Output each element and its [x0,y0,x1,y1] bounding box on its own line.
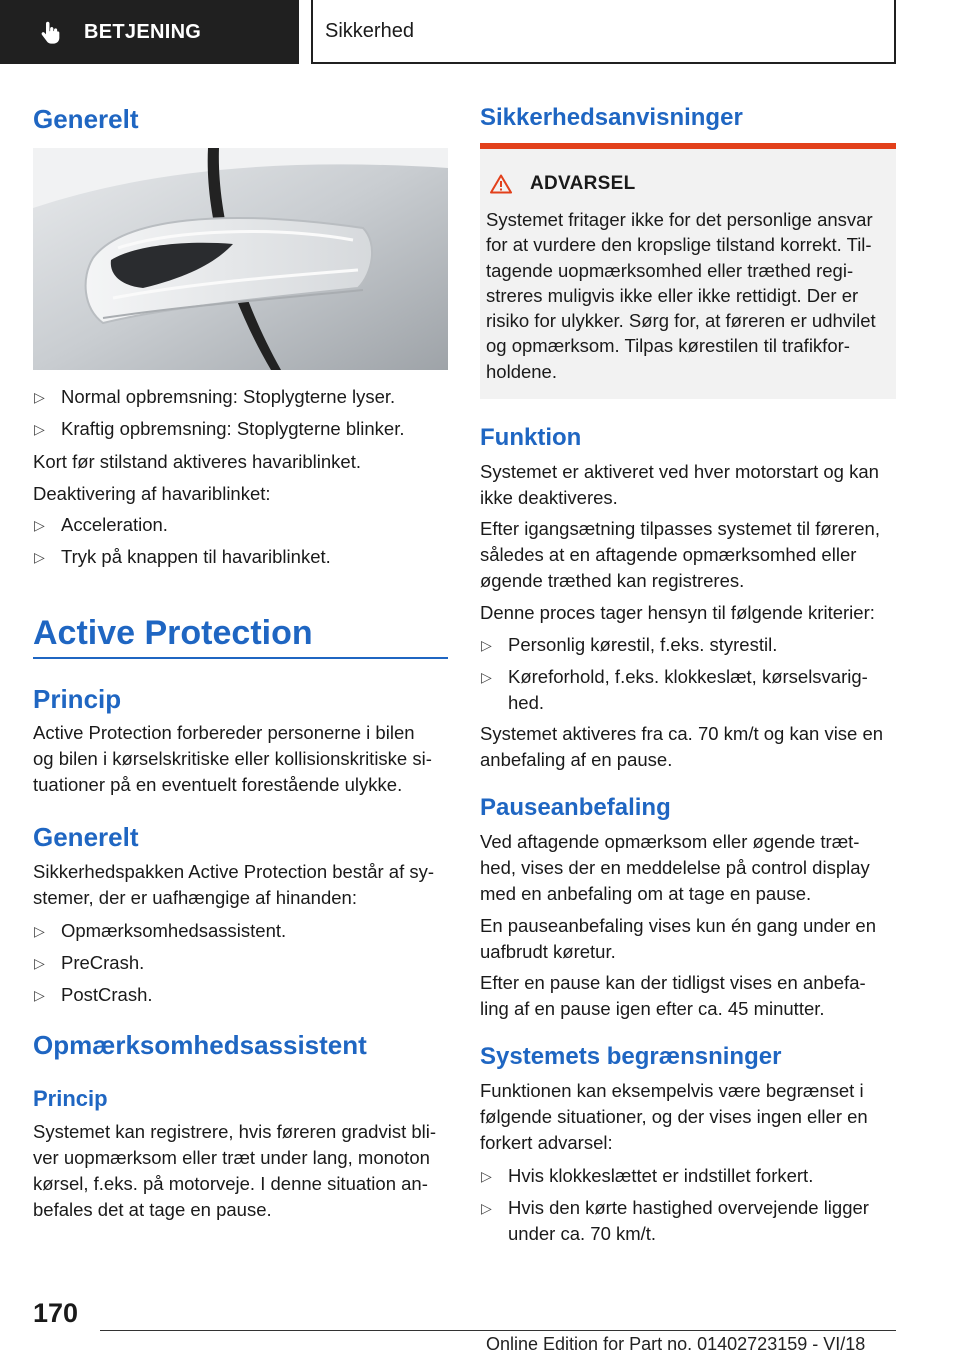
paragraph-line: Systemet er aktiveret ved hver motorstart og kan [480,461,879,482]
list-item: ▷ Opmærksomhedsassistent. [33,918,448,944]
list-item: ▷ Hvis klokkeslættet er indstillet forkert. [480,1163,896,1189]
list-item: ▷ Hvis den kørte hastighed overvejende ligger under ca. 70 km/t. [481,1197,869,1244]
paragraph-line: Systemet kan registrere, hvis føreren gradvist bli- [33,1121,437,1142]
header-chapter-box [311,0,896,64]
list-item: ▷ Personlig kørestil, f.eks. styrestil. [480,632,896,658]
subsection-title-begraensninger: Systemets begrænsninger [480,1043,782,1070]
chapter-underline [33,657,448,659]
subsection-title-princip: Princip [33,684,122,714]
triangle-right-icon: ▷ [34,955,45,971]
triangle-right-icon: ▷ [34,549,45,565]
footer-edition: Online Edition for Part no. 01402723159 - VI/18 [486,1334,866,1354]
car-tail-light-illustration [33,148,448,370]
triangle-right-icon: ▷ [34,923,45,939]
subsection-title-opmaerksomhed: Opmærksomhedsassistent [33,1030,367,1060]
paragraph: Deaktivering af havariblinket: [33,483,271,504]
header-chapter-label: Sikkerhed [325,19,414,42]
warning-box [480,143,896,399]
warning-heading [480,173,896,195]
paragraph-line: forkert advarsel: [480,1132,613,1153]
hand-pointer-icon [38,19,64,45]
list-item: ▷ Kraftig opbremsning: Stoplygterne blinker. [33,416,448,442]
paragraph-line: uafbrudt køretur. [480,941,616,962]
paragraph-line: stemer, der er uafhængige af hinanden: [33,887,357,908]
paragraph-line: ver uopmærksom eller træt under lang, monoton [33,1147,430,1168]
list-item: ▷ Køreforhold, f.eks. klokkeslæt, kørselsvarig- hed. [481,666,868,713]
warning-triangle-icon [490,174,512,194]
triangle-right-icon: ▷ [481,1168,492,1184]
section-title-sikkerhedsanvisninger: Sikkerhedsanvisninger [480,104,743,131]
paragraph-line: Efter igangsætning tilpasses systemet til føreren, [480,518,880,539]
paragraph-line: Systemet aktiveres fra ca. 70 km/t og kan vise en [480,723,884,744]
list-item: ▷ Tryk på knappen til havariblinket. [33,544,448,570]
subsection-title-generelt: Generelt [33,822,139,852]
subsection-title-funktion: Funktion [480,424,582,451]
paragraph-line: befales det at tage en pause. [33,1199,272,1220]
paragraph-line: Active Protection forbereder personerne i bilen [33,722,415,743]
list-item: ▷ Normal opbremsning: Stoplygterne lyser. [33,384,448,410]
paragraph-line: Funktionen kan eksempelvis være begrænset i [480,1080,864,1101]
header-section-label: BETJENING [84,20,202,43]
paragraph-line: Denne proces tager hensyn til følgende kriterier: [480,602,875,623]
list-item: ▷ Acceleration. [33,512,448,538]
list-item: ▷ PreCrash. [33,950,448,976]
list-item: ▷ PostCrash. [33,982,448,1008]
paragraph-line: ling af en pause igen efter ca. 45 minutter. [480,998,825,1019]
triangle-right-icon: ▷ [481,669,492,685]
paragraph-line: med en anbefaling om at tage en pause. [480,883,812,904]
triangle-right-icon: ▷ [34,389,45,405]
section-title-generelt: Generelt [33,104,139,134]
triangle-right-icon: ▷ [34,987,45,1003]
header-section-tab [0,0,299,64]
paragraph-line: Efter en pause kan der tidligst vises en anbefa- [480,972,866,993]
paragraph-line: tuationer på en eventuelt forestående ulykke. [33,774,403,795]
paragraph-line: og bilen i kørselskritiske eller kollisionskritiske si- [33,748,432,769]
paragraph-line: følgende situationer, og der vises ingen eller en [480,1106,868,1127]
triangle-right-icon: ▷ [481,637,492,653]
chapter-title: Active Protection [33,614,313,652]
tail-light-image [33,148,448,370]
warning-body: Systemet fritager ikke for det personlige ansvar for at vurdere den kropslige tilstand korrekt. Til- tagende uopmærksomhed eller træthed regi- streres muligvis ikke eller ikke rettidigt. Der er risiko for ulykker. Sørg for, at føreren er udhvilet og opmærksom. Tilpas kørestilen til trafikfor- holdene. [486,209,876,382]
paragraph-line: kørsel, f.eks. på motorveje. I denne situation an- [33,1173,428,1194]
paragraph-line: anbefaling af en pause. [480,749,673,770]
subsubsection-title-princip: Princip [33,1086,108,1111]
paragraph-line: Sikkerhedspakken Active Protection består af sy- [33,861,435,882]
footer-rule [100,1330,896,1331]
paragraph: Kort før stilstand aktiveres havariblinket. [33,451,361,472]
paragraph-line: øgende træthed kan registreres. [480,570,745,591]
paragraph-line: Ved aftagende opmærksom eller øgende træt- [480,831,860,852]
subsection-title-pauseanbefaling: Pauseanbefaling [480,794,671,821]
paragraph-line: En pauseanbefaling vises kun én gang under en [480,915,876,936]
page-number: 170 [33,1298,79,1328]
triangle-right-icon: ▷ [34,517,45,533]
triangle-right-icon: ▷ [481,1200,492,1216]
paragraph-line: ikke deaktiveres. [480,487,618,508]
triangle-right-icon: ▷ [34,421,45,437]
warning-label: ADVARSEL [530,173,636,194]
paragraph-line: således at en aftagende opmærksomhed eller [480,544,857,565]
paragraph-line: hed, vises der en meddelelse på control display [480,857,870,878]
